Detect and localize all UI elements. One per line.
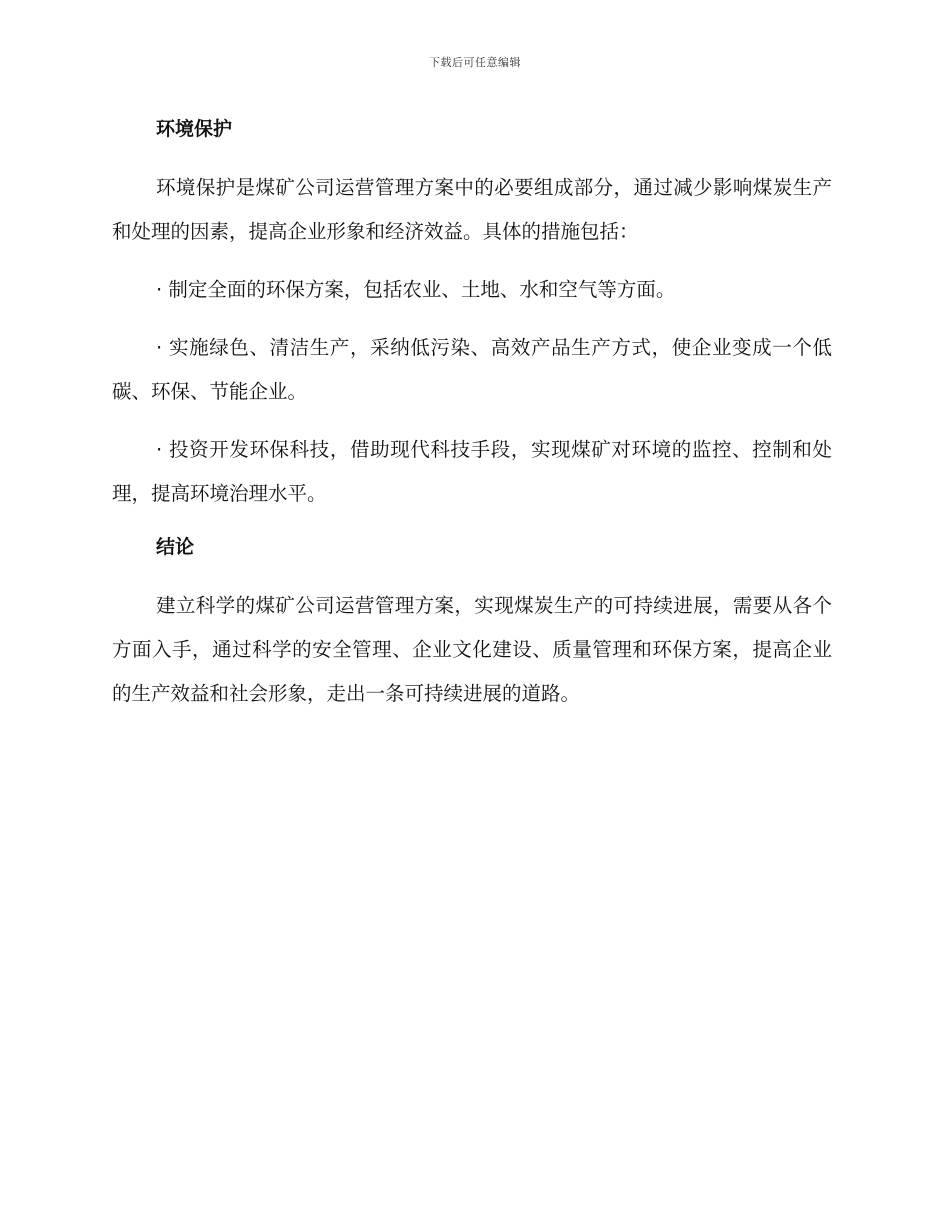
environment-item-2: · 实施绿色、清洁生产，采纳低污染、高效产品生产方式，使企业变成一个低碳、环保、节能企业。 [112, 336, 832, 403]
section-title-conclusion: 结论 [156, 536, 195, 558]
environment-item-1: · 制定全面的环保方案，包括农业、土地、水和空气等方面。 [156, 278, 676, 301]
environment-intro-paragraph: 环境保护是煤矿公司运营管理方案中的必要组成部分，通过减少影响煤炭生产和处理的因素，提高企业形象和经济效益。具体的措施包括： [112, 176, 832, 243]
conclusion-paragraph: 建立科学的煤矿公司运营管理方案，实现煤炭生产的可持续进展，需要从各个方面入手，通过科学的安全管理、企业文化建设、质量管理和环保方案，提高企业的生产效益和社会形象，走出一条可持续进展的道路。 [112, 594, 832, 705]
document-body [112, 112, 832, 730]
section-title-environment: 环境保护 [156, 118, 233, 140]
environment-item-3: · 投资开发环保科技，借助现代科技手段，实现煤矿对环境的监控、控制和处理，提高环境治理水平。 [112, 438, 832, 505]
header-note: 下载后可任意编辑 [429, 56, 521, 69]
